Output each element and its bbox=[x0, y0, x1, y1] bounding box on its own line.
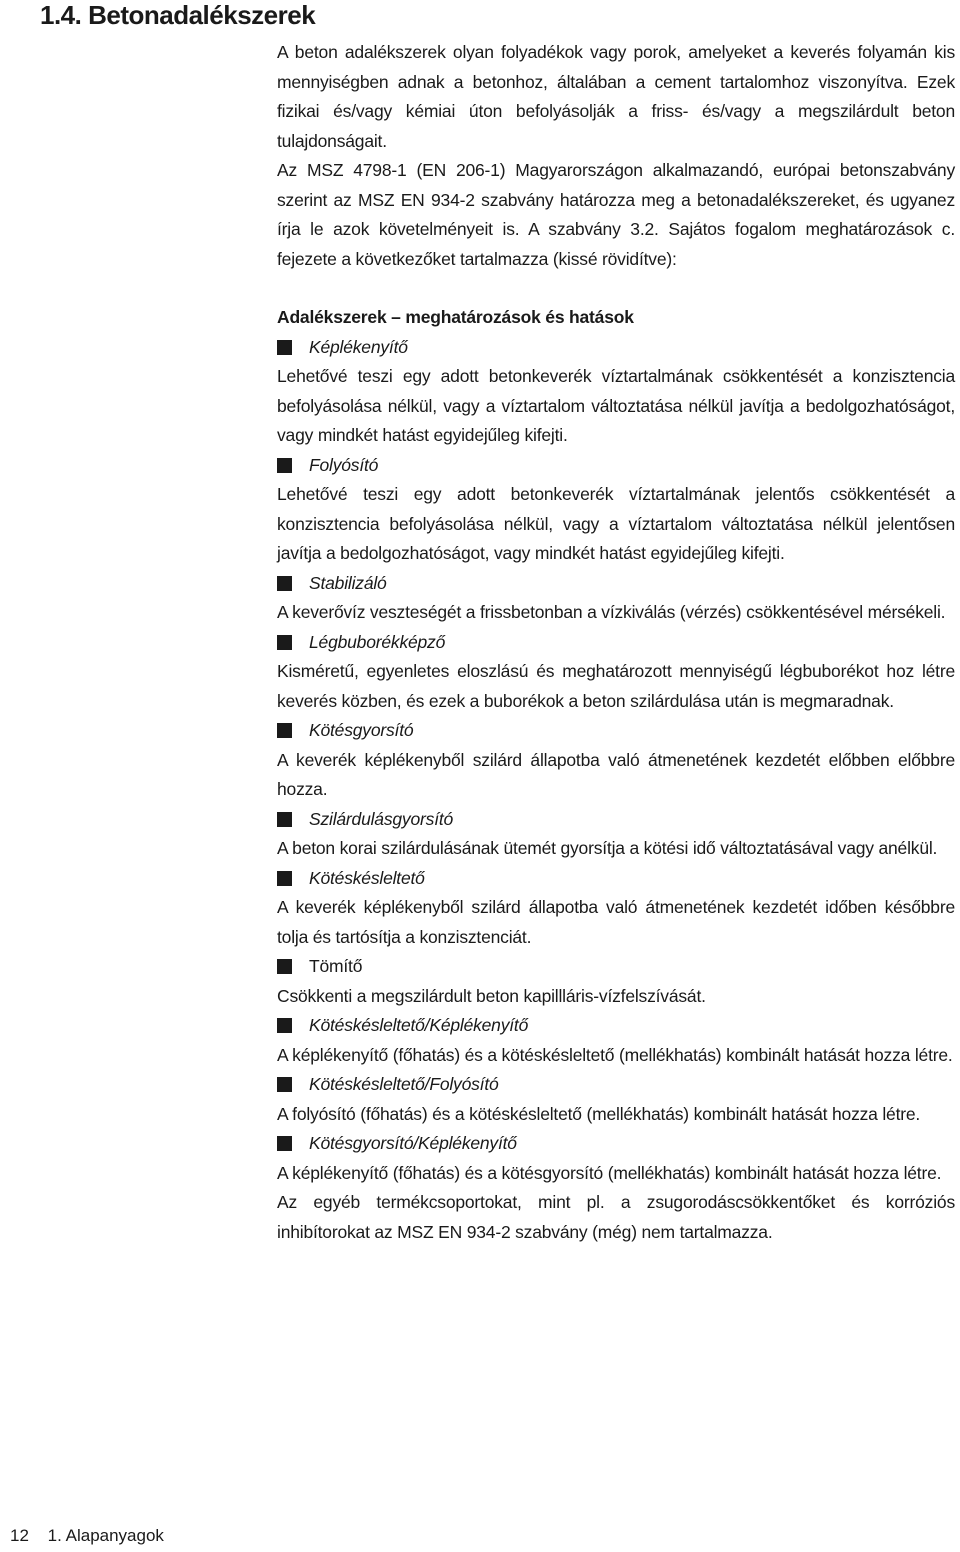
body-content bbox=[277, 38, 955, 1247]
admixture-item bbox=[277, 628, 955, 717]
square-bullet-icon bbox=[277, 1018, 292, 1033]
admixture-item-title bbox=[277, 716, 955, 746]
admixture-item-title bbox=[277, 864, 955, 894]
admixture-item-title bbox=[277, 805, 955, 835]
admixture-item bbox=[277, 952, 955, 1011]
admixture-name: Kötésgyorsító/Képlékenyítő bbox=[309, 1133, 517, 1153]
admixture-item-title bbox=[277, 628, 955, 658]
square-bullet-icon bbox=[277, 576, 292, 591]
closing-paragraph: Az egyéb termékcsoportokat, mint pl. a zsugorodáscsökkentőket és korróziós inhibítorokat az MSZ EN 934-2 szabvány (még) nem tartalmazza. bbox=[277, 1192, 955, 1242]
admixture-item-title bbox=[277, 1129, 955, 1159]
admixture-description: Kisméretű, egyenletes eloszlású és meghatározott mennyiségű légbuborékot hoz létre keverés közben, és ezek a buborékok a beton szilárdulása után is megmaradnak. bbox=[277, 661, 955, 711]
admixture-description: A keverék képlékenyből szilárd állapotba való átmenetének kezdetét időben későbbre tolja és tartósítja a konzisztenciát. bbox=[277, 897, 955, 947]
admixture-name: Folyósító bbox=[309, 454, 379, 475]
admixture-description: A beton korai szilárdulásának ütemét gyorsítja a kötési idő változtatásával vagy anélkül. bbox=[277, 838, 938, 858]
admixture-name: Stabilizáló bbox=[309, 572, 387, 593]
admixture-item bbox=[277, 1070, 955, 1129]
admixture-description: Csökkenti a megszilárdult beton kapillláris-vízfelszívását. bbox=[277, 985, 706, 1006]
spacer bbox=[277, 274, 955, 303]
admixture-item bbox=[277, 864, 955, 953]
admixture-list bbox=[277, 333, 955, 1189]
admixture-name: Képlékenyítő bbox=[309, 336, 408, 357]
admixture-description: A keverővíz veszteségét a frissbetonban a vízkiválás (vérzés) csökkentésével mérsékeli. bbox=[277, 602, 946, 622]
admixture-item bbox=[277, 1011, 955, 1070]
admixture-item bbox=[277, 451, 955, 569]
square-bullet-icon bbox=[277, 458, 292, 473]
admixture-name: Kötéskésleltető/Képlékenyítő bbox=[309, 1015, 529, 1035]
chapter-label: 1. Alapanyagok bbox=[47, 1526, 164, 1545]
admixture-item bbox=[277, 569, 955, 628]
square-bullet-icon bbox=[277, 340, 292, 355]
admixture-description: A keverék képlékenyből szilárd állapotba való átmenetének kezdetét előbben előbbre hozza. bbox=[277, 749, 955, 799]
intro-paragraph: A beton adalékszerek olyan folyadékok vagy porok, amelyeket a keverés folyamán kis mennyiségben adnak a betonhoz, általában a cement tartalomhoz viszonyítva. Ezek fizikai és/vagy kémiai úton befolyásolják a friss- és/vagy a megszilárdult beton tulajdonságait. bbox=[277, 42, 955, 151]
admixture-item-title bbox=[277, 333, 955, 363]
square-bullet-icon bbox=[277, 1077, 292, 1092]
intro-paragraph: Az MSZ 4798-1 (EN 206-1) Magyarországon alkalmazandó, európai betonszabvány szerint az MSZ EN 934-2 szabvány határozza meg a betonadalékszereket, és ugyanez írja le azok követelményeit is. A szabvány 3.2. Sajátos fogalom meghatározások c. fejezete a következőket tartalmazza (kissé rövidítve): bbox=[277, 160, 955, 269]
admixture-item bbox=[277, 1129, 955, 1188]
admixture-description: Lehetővé teszi egy adott betonkeverék víztartalmának jelentős csökkentését a konzisztencia befolyásolása nélkül, vagy a víztartalom változtatása nélkül jelentősen javítja a bedolgozhatóságot, vagy mindkét hatást egyidejűleg kifejti. bbox=[277, 484, 955, 563]
admixture-item-title bbox=[277, 952, 955, 982]
admixture-item bbox=[277, 716, 955, 805]
admixture-description: Lehetővé teszi egy adott betonkeverék víztartalmának csökkentését a konzisztencia befolyásolása nélkül, vagy a víztartalom változtatása nélkül javítja a bedolgozhatóságot, vagy mindkét hatást egyidejűleg kifejti. bbox=[277, 366, 955, 445]
square-bullet-icon bbox=[277, 871, 292, 886]
admixture-item-title bbox=[277, 451, 955, 481]
admixture-name: Kötésgyorsító bbox=[309, 720, 414, 740]
square-bullet-icon bbox=[277, 723, 292, 738]
admixture-name: Kötéskésleltető bbox=[309, 867, 425, 888]
square-bullet-icon bbox=[277, 959, 292, 974]
square-bullet-icon bbox=[277, 1136, 292, 1151]
admixture-item-title bbox=[277, 569, 955, 599]
admixture-description: A képlékenyítő (főhatás) és a kötéskésleltető (mellékhatás) kombinált hatását hozza létre. bbox=[277, 1044, 953, 1065]
square-bullet-icon bbox=[277, 635, 292, 650]
admixture-name: Kötéskésleltető/Folyósító bbox=[309, 1074, 499, 1094]
admixture-description: A folyósító (főhatás) és a kötéskésleltető (mellékhatás) kombinált hatását hozza létre. bbox=[277, 1103, 921, 1124]
admixture-name: Tömítő bbox=[309, 956, 363, 976]
admixture-item bbox=[277, 333, 955, 451]
admixture-item-title bbox=[277, 1070, 955, 1100]
admixture-name: Légbuborékképző bbox=[309, 631, 446, 652]
page-title: 1.4. Betonadalékszerek bbox=[40, 0, 316, 30]
section-subheading: Adalékszerek – meghatározások és hatások bbox=[277, 307, 634, 327]
admixture-item-title bbox=[277, 1011, 955, 1041]
page-number: 12 bbox=[10, 1526, 29, 1545]
admixture-name: Szilárdulásgyorsító bbox=[309, 808, 454, 829]
admixture-item bbox=[277, 805, 955, 864]
admixture-description: A képlékenyítő (főhatás) és a kötésgyorsító (mellékhatás) kombinált hatását hozza létre. bbox=[277, 1162, 942, 1183]
square-bullet-icon bbox=[277, 812, 292, 827]
page-footer bbox=[10, 1524, 164, 1548]
